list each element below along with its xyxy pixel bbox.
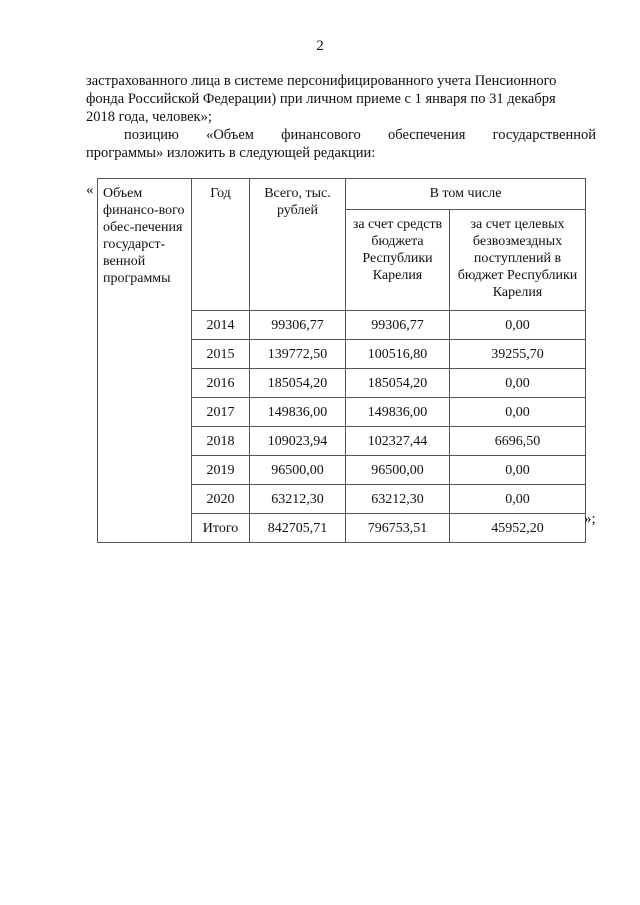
cell-targeted: 0,00: [450, 369, 586, 398]
header-including: В том числе: [346, 179, 586, 210]
cell-year: 2019: [192, 456, 250, 485]
intro-word: государственной: [492, 127, 596, 143]
cell-total: 149836,00: [250, 398, 346, 427]
header-year: Год: [192, 179, 250, 311]
intro-line-4: [86, 126, 596, 144]
intro-line-2: фонда Российской Федерации) при личном приеме с 1 января по 31 декабря: [86, 91, 556, 107]
cell-total: 99306,77: [250, 311, 346, 340]
cell-budget: 149836,00: [346, 398, 450, 427]
cell-targeted: 0,00: [450, 456, 586, 485]
cell-total: 139772,50: [250, 340, 346, 369]
cell-targeted: 39255,70: [450, 340, 586, 369]
cell-year: 2014: [192, 311, 250, 340]
cell-year: 2016: [192, 369, 250, 398]
page-number: 2: [316, 38, 324, 54]
cell-targeted: 45952,20: [450, 514, 586, 543]
cell-targeted: 6696,50: [450, 427, 586, 456]
closing-quote: »;: [584, 511, 596, 527]
cell-year: 2017: [192, 398, 250, 427]
intro-word: обеспечения: [388, 127, 466, 143]
cell-targeted: 0,00: [450, 398, 586, 427]
intro-line-1: застрахованного лица в системе персонифицированного учета Пенсионного: [86, 73, 557, 89]
cell-targeted: 0,00: [450, 311, 586, 340]
cell-budget: 796753,51: [346, 514, 450, 543]
cell-budget: 99306,77: [346, 311, 450, 340]
cell-budget: 100516,80: [346, 340, 450, 369]
label-cell: Объем финансо-вого обес-печения государст-венной программы: [98, 179, 192, 543]
intro-word: финансового: [281, 127, 361, 143]
header-targeted: за счет целевых безвозмездных поступлений в бюджет Республики Карелия: [450, 210, 586, 311]
cell-year: Итого: [192, 514, 250, 543]
cell-year: 2015: [192, 340, 250, 369]
opening-quote: «: [86, 182, 94, 198]
cell-total: 109023,94: [250, 427, 346, 456]
cell-budget: 102327,44: [346, 427, 450, 456]
funding-table: [97, 178, 586, 543]
header-row: [98, 179, 586, 210]
cell-targeted: 0,00: [450, 485, 586, 514]
cell-total: 63212,30: [250, 485, 346, 514]
cell-total: 185054,20: [250, 369, 346, 398]
intro-line-5: программы» изложить в следующей редакции:: [86, 145, 376, 161]
intro-word: позицию: [124, 127, 179, 143]
cell-year: 2018: [192, 427, 250, 456]
intro-line-3: 2018 года, человек»;: [86, 109, 212, 125]
intro-word: «Объем: [206, 127, 254, 143]
cell-budget: 185054,20: [346, 369, 450, 398]
intro-paragraph: [86, 72, 596, 162]
cell-budget: 96500,00: [346, 456, 450, 485]
cell-budget: 63212,30: [346, 485, 450, 514]
cell-total: 96500,00: [250, 456, 346, 485]
header-budget: за счет средств бюджета Республики Карелия: [346, 210, 450, 311]
cell-year: 2020: [192, 485, 250, 514]
header-total: Всего, тыс. рублей: [250, 179, 346, 311]
cell-total: 842705,71: [250, 514, 346, 543]
